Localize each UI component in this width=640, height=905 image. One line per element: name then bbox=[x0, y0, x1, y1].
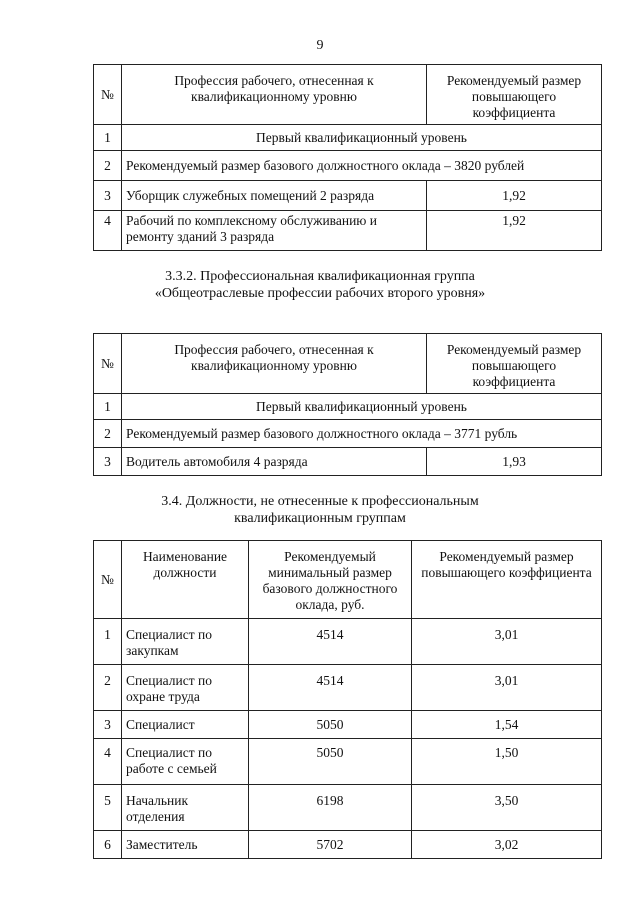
base-salary-note: Рекомендуемый размер базового должностного оклада – 3771 рубль bbox=[122, 420, 602, 448]
table-row bbox=[94, 739, 602, 785]
page-number: 9 bbox=[316, 38, 324, 53]
section-heading-line2: квалификационным группам bbox=[234, 511, 406, 526]
header-profession: Профессия рабочего, отнесенная к квалификационному уровню bbox=[122, 334, 427, 394]
coefficient-value: 1,93 bbox=[427, 448, 602, 476]
table-header-row bbox=[94, 541, 602, 619]
coefficient-value: 1,50 bbox=[412, 739, 602, 785]
table-workers-level-2 bbox=[93, 333, 602, 476]
row-num: 4 bbox=[94, 211, 122, 251]
row-num: 3 bbox=[94, 181, 122, 211]
table-workers-level-1 bbox=[93, 64, 602, 251]
row-num: 2 bbox=[94, 151, 122, 181]
coefficient-value: 3,01 bbox=[412, 619, 602, 665]
position-name: Специалист по закупкам bbox=[122, 619, 249, 665]
section-heading-line1: 3.3.2. Профессиональная квалификационная группа bbox=[165, 269, 475, 284]
section-heading-line1: 3.4. Должности, не отнесенные к профессиональным bbox=[161, 494, 479, 509]
coefficient-value: 3,01 bbox=[412, 665, 602, 711]
salary-value: 4514 bbox=[249, 665, 412, 711]
salary-value: 5050 bbox=[249, 711, 412, 739]
table-row bbox=[94, 125, 602, 151]
header-num: № bbox=[94, 541, 122, 619]
position-name: Специалист по работе с семьей bbox=[122, 739, 249, 785]
row-num: 4 bbox=[94, 739, 122, 785]
row-num: 1 bbox=[94, 619, 122, 665]
header-coefficient: Рекомендуемый размер повышающего коэффициента bbox=[427, 65, 602, 125]
table-header-row bbox=[94, 65, 602, 125]
position-name: Заместитель bbox=[122, 831, 249, 859]
header-position-name: Наименование должности bbox=[122, 541, 249, 619]
profession-name: Водитель автомобиля 4 разряда bbox=[122, 448, 427, 476]
row-num: 3 bbox=[94, 448, 122, 476]
table-row bbox=[94, 619, 602, 665]
qualification-level: Первый квалификационный уровень bbox=[122, 125, 602, 151]
header-profession: Профессия рабочего, отнесенная к квалификационному уровню bbox=[122, 65, 427, 125]
row-num: 1 bbox=[94, 125, 122, 151]
section-heading-3-4 bbox=[0, 493, 640, 527]
table-row bbox=[94, 785, 602, 831]
coefficient-value: 1,92 bbox=[427, 181, 602, 211]
table-row bbox=[94, 420, 602, 448]
salary-value: 5702 bbox=[249, 831, 412, 859]
salary-value: 6198 bbox=[249, 785, 412, 831]
table-row bbox=[94, 394, 602, 420]
coefficient-value: 1,92 bbox=[427, 211, 602, 251]
coefficient-value: 3,50 bbox=[412, 785, 602, 831]
table-row bbox=[94, 211, 602, 251]
coefficient-value: 1,54 bbox=[412, 711, 602, 739]
row-num: 2 bbox=[94, 665, 122, 711]
header-num: № bbox=[94, 334, 122, 394]
table-row bbox=[94, 831, 602, 859]
position-name: Специалист bbox=[122, 711, 249, 739]
table-positions bbox=[93, 540, 602, 859]
table-row bbox=[94, 151, 602, 181]
header-coefficient: Рекомендуемый размер повышающего коэффициента bbox=[412, 541, 602, 619]
salary-value: 4514 bbox=[249, 619, 412, 665]
row-num: 1 bbox=[94, 394, 122, 420]
section-heading-line2: «Общеотраслевые профессии рабочих второго уровня» bbox=[154, 286, 486, 301]
row-num: 2 bbox=[94, 420, 122, 448]
header-salary: Рекомендуемый минимальный размер базового должностного оклада, руб. bbox=[249, 541, 412, 619]
table-row bbox=[94, 665, 602, 711]
row-num: 6 bbox=[94, 831, 122, 859]
section-heading-3-3-2 bbox=[0, 268, 640, 302]
base-salary-note: Рекомендуемый размер базового должностного оклада – 3820 рублей bbox=[122, 151, 602, 181]
profession-name: Уборщик служебных помещений 2 разряда bbox=[122, 181, 427, 211]
position-name: Начальник отделения bbox=[122, 785, 249, 831]
table-header-row bbox=[94, 334, 602, 394]
header-coefficient: Рекомендуемый размер повышающего коэффициента bbox=[427, 334, 602, 394]
header-num: № bbox=[94, 65, 122, 125]
profession-name: Рабочий по комплексному обслуживанию и ремонту зданий 3 разряда bbox=[122, 211, 427, 251]
table-row bbox=[94, 181, 602, 211]
row-num: 5 bbox=[94, 785, 122, 831]
row-num: 3 bbox=[94, 711, 122, 739]
coefficient-value: 3,02 bbox=[412, 831, 602, 859]
table-row bbox=[94, 711, 602, 739]
qualification-level: Первый квалификационный уровень bbox=[122, 394, 602, 420]
position-name: Специалист по охране труда bbox=[122, 665, 249, 711]
salary-value: 5050 bbox=[249, 739, 412, 785]
table-row bbox=[94, 448, 602, 476]
